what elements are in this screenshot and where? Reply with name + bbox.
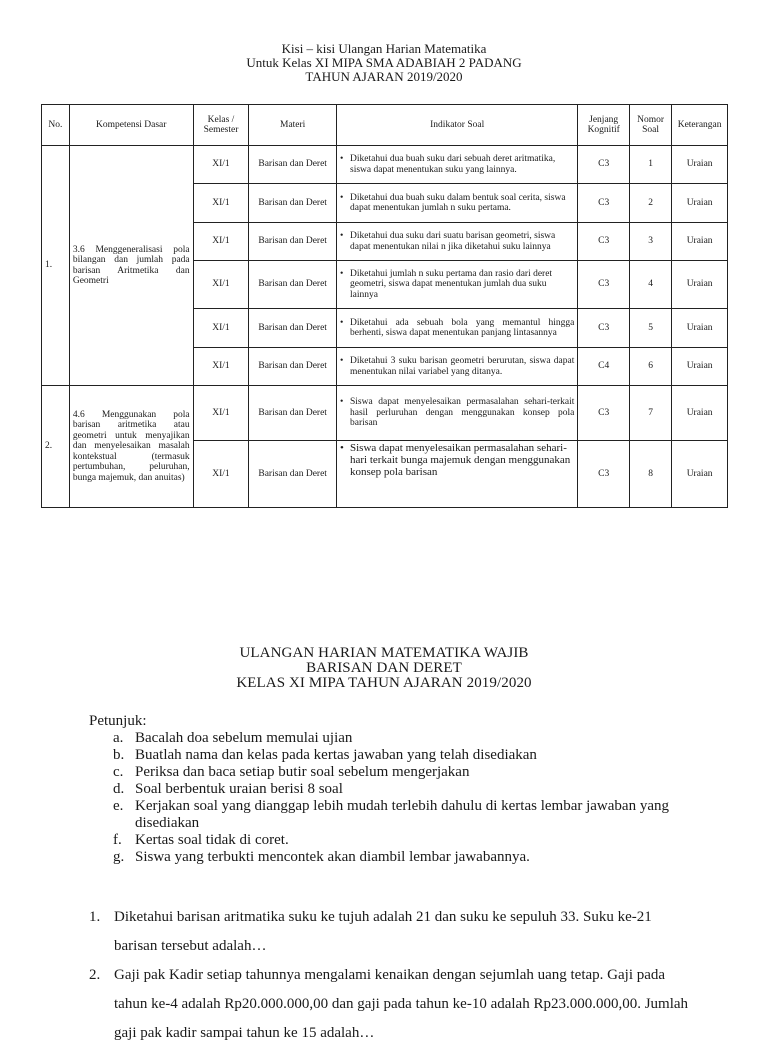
list-item: f. Kertas soal tidak di coret.: [113, 832, 289, 848]
header-line-2: Untuk Kelas XI MIPA SMA ADABIAH 2 PADANG: [246, 55, 522, 70]
kompetensi-dasar-cell: 3.6 Menggeneralisasi pola bilangan dan jumlah pada barisan Aritmetika dan Geometri: [69, 146, 193, 386]
header-no: No.: [42, 105, 70, 146]
kelas-cell: XI/1: [193, 146, 249, 184]
jenjang-cell: C3: [578, 441, 630, 508]
nomor-cell: 7: [629, 386, 671, 441]
list-item: b. Buatlah nama dan kelas pada kertas jawaban yang telah disediakan: [113, 747, 537, 763]
materi-cell: Barisan dan Deret: [249, 441, 337, 508]
indikator-cell: • Siswa dapat menyelesaikan permasalahan sehari-hari terkait bunga majemuk dengan menggunakan konsep pola barisan: [337, 441, 578, 508]
materi-cell: Barisan dan Deret: [249, 184, 337, 223]
table-row: [42, 386, 728, 441]
materi-cell: Barisan dan Deret: [249, 223, 337, 261]
indikator-cell: • Diketahui dua buah suku dari sebuah deret aritmatika, siswa dapat menentukan suku yang lainnya.: [337, 146, 578, 184]
list-item: c. Periksa dan baca setiap butir soal sebelum mengerjakan: [113, 764, 470, 780]
exam-title-line-1: ULANGAN HARIAN MATEMATIKA WAJIB: [239, 645, 529, 661]
indikator-cell: • Diketahui dua buah suku dalam bentuk soal cerita, siswa dapat menentukan jumlah n suku pertama.: [337, 184, 578, 223]
materi-cell: Barisan dan Deret: [249, 309, 337, 348]
question-2: 2. Gaji pak Kadir setiap tahunnya mengalami kenaikan dengan sejumlah uang tetap. Gaji pada tahun ke-4 adalah Rp20.000.000,00 dan gaji pada tahun ke-10 adalah Rp23.000.000,00. Jumlah gaji pak kadir sampai tahun ke 15 adalah…: [89, 967, 689, 1041]
indikator-cell: • Siswa dapat menyelesaikan permasalahan sehari-terkait hasil perluruhan dengan menggunakan konsep pola barisan: [337, 386, 578, 441]
materi-cell: Barisan dan Deret: [249, 261, 337, 309]
materi-cell: Barisan dan Deret: [249, 386, 337, 441]
table-row: [42, 146, 728, 184]
header-line-1: Kisi – kisi Ulangan Harian Matematika: [281, 41, 487, 56]
nomor-cell: 3: [629, 223, 671, 261]
kelas-cell: XI/1: [193, 386, 249, 441]
indikator-cell: • Diketahui jumlah n suku pertama dan rasio dari deret geometri, siswa dapat menentukan jumlah dua suku lainnya: [337, 261, 578, 309]
header-keterangan: Keterangan: [672, 105, 728, 146]
list-item: a. Bacalah doa sebelum memulai ujian: [113, 730, 353, 746]
row-number: 1.: [42, 146, 70, 386]
header-indikator-soal: Indikator Soal: [337, 105, 578, 146]
kelas-cell: XI/1: [193, 441, 249, 508]
jenjang-cell: C3: [578, 223, 630, 261]
keterangan-cell: Uraian: [672, 261, 728, 309]
nomor-cell: 4: [629, 261, 671, 309]
exam-title-line-3: KELAS XI MIPA TAHUN AJARAN 2019/2020: [236, 675, 532, 691]
exam-title: [0, 646, 768, 691]
header-nomor-soal: Nomor Soal: [629, 105, 671, 146]
row-number: 2.: [42, 386, 70, 508]
list-item: g. Siswa yang terbukti mencontek akan diambil lembar jawabannya.: [113, 849, 530, 865]
header-kelas-semester: Kelas / Semester: [193, 105, 249, 146]
jenjang-cell: C3: [578, 386, 630, 441]
jenjang-cell: C3: [578, 309, 630, 348]
list-item: e. Kerjakan soal yang dianggap lebih mudah terlebih dahulu di kertas lembar jawaban yang disediakan: [113, 798, 669, 831]
nomor-cell: 6: [629, 348, 671, 386]
keterangan-cell: Uraian: [672, 309, 728, 348]
kelas-cell: XI/1: [193, 348, 249, 386]
instructions-list: [89, 730, 689, 866]
exam-title-line-2: BARISAN DAN DERET: [306, 660, 462, 676]
keterangan-cell: Uraian: [672, 223, 728, 261]
question-1: 1. Diketahui barisan aritmatika suku ke tujuh adalah 21 dan suku ke sepuluh 33. Suku ke-21 barisan tersebut adalah…: [89, 909, 652, 954]
keterangan-cell: Uraian: [672, 348, 728, 386]
kelas-cell: XI/1: [193, 223, 249, 261]
jenjang-cell: C3: [578, 261, 630, 309]
kelas-cell: XI/1: [193, 309, 249, 348]
header-line-3: TAHUN AJARAN 2019/2020: [305, 69, 463, 84]
jenjang-cell: C3: [578, 184, 630, 223]
header-materi: Materi: [249, 105, 337, 146]
nomor-cell: 2: [629, 184, 671, 223]
document-header: [0, 42, 768, 84]
indikator-cell: • Diketahui ada sebuah bola yang memantul hingga berhenti, siswa dapat menentukan panjang lintasannya: [337, 309, 578, 348]
jenjang-cell: C4: [578, 348, 630, 386]
kelas-cell: XI/1: [193, 184, 249, 223]
kompetensi-dasar-cell: 4.6 Menggunakan pola barisan aritmetika atau geometri untuk menyajikan dan menyelesaikan masalah kontekstual (termasuk pertumbuhan, peluruhan, bunga majemuk, dan anuitas): [69, 386, 193, 508]
question-1-text: Diketahui barisan aritmatika suku ke tujuh adalah 21 dan suku ke sepuluh 33. Suku ke-21 barisan tersebut adalah…: [114, 909, 652, 954]
keterangan-cell: Uraian: [672, 386, 728, 441]
keterangan-cell: Uraian: [672, 184, 728, 223]
nomor-cell: 8: [629, 441, 671, 508]
question-2-text: Gaji pak Kadir setiap tahunnya mengalami kenaikan dengan sejumlah uang tetap. Gaji pada tahun ke-4 adalah Rp20.000.000,00 dan gaji pada tahun ke-10 adalah Rp23.000.000,00. Jumlah gaji pak kadir sampai tahun ke 15 adalah…: [114, 967, 689, 1041]
materi-cell: Barisan dan Deret: [249, 146, 337, 184]
instructions-label: Petunjuk:: [89, 713, 147, 729]
questions: [89, 903, 689, 1048]
indikator-cell: • Diketahui 3 suku barisan geometri berurutan, siswa dapat menentukan nilai variabel yang ditanya.: [337, 348, 578, 386]
kelas-cell: XI/1: [193, 261, 249, 309]
header-kompetensi-dasar: Kompetensi Dasar: [69, 105, 193, 146]
materi-cell: Barisan dan Deret: [249, 348, 337, 386]
keterangan-cell: Uraian: [672, 441, 728, 508]
nomor-cell: 5: [629, 309, 671, 348]
list-item: d. Soal berbentuk uraian berisi 8 soal: [113, 781, 343, 797]
kisi-kisi-table: [41, 104, 728, 508]
nomor-cell: 1: [629, 146, 671, 184]
indikator-cell: • Diketahui dua suku dari suatu barisan geometri, siswa dapat menentukan nilai n jika diketahui suku lainnya: [337, 223, 578, 261]
keterangan-cell: Uraian: [672, 146, 728, 184]
table-header-row: [42, 105, 728, 146]
header-jenjang-kognitif: Jenjang Kognitif: [578, 105, 630, 146]
jenjang-cell: C3: [578, 146, 630, 184]
instructions: [89, 713, 689, 866]
